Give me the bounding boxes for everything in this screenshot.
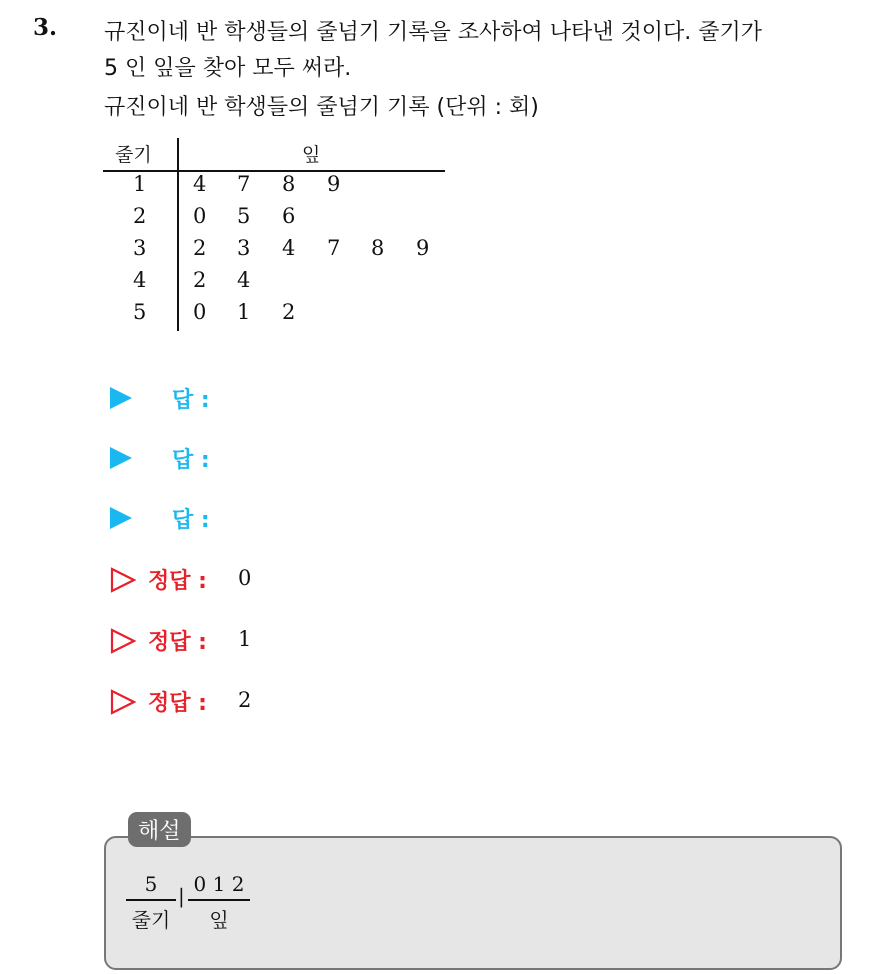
explanation-stem-label: 줄기 <box>131 907 171 932</box>
stem-cell: 2 <box>133 204 147 228</box>
question-number: 3. <box>33 14 58 41</box>
correct-answer-label: 정답 : <box>148 691 207 716</box>
play-arrow-icon <box>110 387 132 409</box>
leaf-cell: 0 <box>193 300 207 324</box>
plot-divider-vertical <box>177 138 179 331</box>
leaf-cell: 4 <box>193 172 207 196</box>
stem-cell: 5 <box>133 300 147 324</box>
leaf-cell: 1 <box>237 300 251 324</box>
explanation-tag: 해설 <box>128 812 191 847</box>
correct-answer-label: 정답 : <box>148 569 207 594</box>
explanation-divider: | <box>178 884 185 908</box>
answer-label: 답 : <box>172 448 210 473</box>
leaf-cell: 2 <box>193 268 207 292</box>
outline-arrow-icon <box>110 689 136 715</box>
fraction-bar <box>126 899 176 901</box>
explanation-leaf-value: 0 1 2 <box>193 872 245 896</box>
leaf-cell: 9 <box>416 236 430 260</box>
explanation-stem-value: 5 <box>144 872 158 896</box>
explanation-leaf-fraction <box>188 872 250 933</box>
correct-answer-value: 1 <box>238 627 252 651</box>
leaf-cell: 9 <box>327 172 341 196</box>
leaf-cell: 2 <box>193 236 207 260</box>
plot-divider-horizontal <box>103 170 445 172</box>
fraction-bar <box>188 899 250 901</box>
question-text-line1: 규진이네 반 학생들의 줄넘기 기록을 조사하여 나타낸 것이다. 줄기가 <box>104 20 762 45</box>
leaf-header: 잎 <box>302 144 321 166</box>
leaf-cell: 8 <box>371 236 385 260</box>
question-text-line2: 5 인 잎을 찾아 모두 써라. <box>104 56 352 81</box>
answer-label: 답 : <box>172 388 210 413</box>
leaf-cell: 6 <box>282 204 296 228</box>
correct-answer-value: 2 <box>238 688 252 712</box>
answer-label: 답 : <box>172 508 210 533</box>
correct-answer-value: 0 <box>238 566 252 590</box>
leaf-cell: 7 <box>237 172 251 196</box>
stem-cell: 4 <box>133 268 147 292</box>
outline-arrow-icon <box>110 628 136 654</box>
leaf-cell: 7 <box>327 236 341 260</box>
play-arrow-icon <box>110 447 132 469</box>
leaf-cell: 3 <box>237 236 251 260</box>
table-title: 규진이네 반 학생들의 줄넘기 기록 (단위 : 회) <box>104 95 539 120</box>
leaf-cell: 4 <box>282 236 296 260</box>
outline-arrow-icon <box>110 567 136 593</box>
leaf-cell: 2 <box>282 300 296 324</box>
leaf-cell: 5 <box>237 204 251 228</box>
leaf-cell: 0 <box>193 204 207 228</box>
stem-cell: 3 <box>133 236 147 260</box>
explanation-stem-fraction <box>126 872 176 933</box>
correct-answer-label: 정답 : <box>148 630 207 655</box>
explanation-leaf-label: 잎 <box>209 907 229 932</box>
leaf-cell: 4 <box>237 268 251 292</box>
stem-header: 줄기 <box>115 144 152 166</box>
leaf-cell: 8 <box>282 172 296 196</box>
play-arrow-icon <box>110 507 132 529</box>
stem-cell: 1 <box>133 172 147 196</box>
